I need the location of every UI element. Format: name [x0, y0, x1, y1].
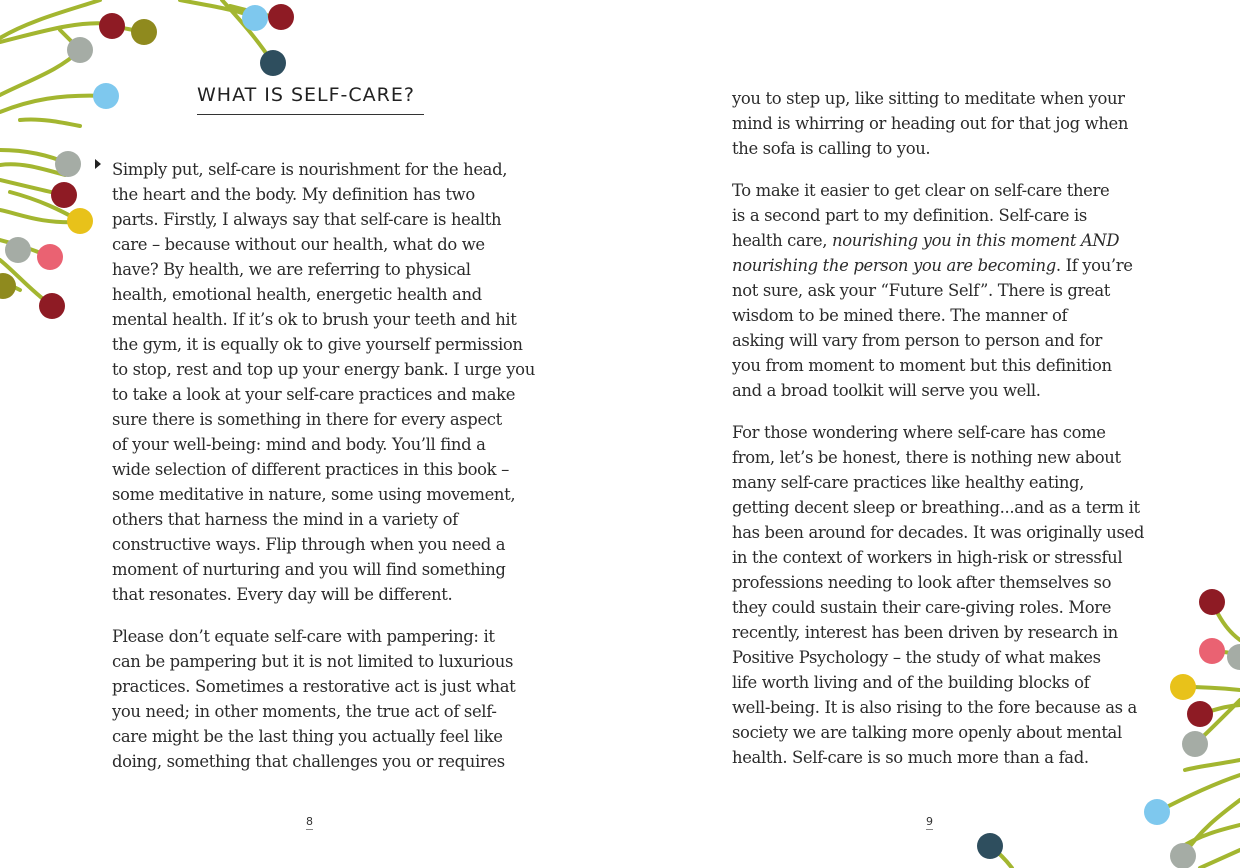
- italic-text: nourishing the person you are becoming: [732, 256, 1056, 275]
- text-line: To make it easier to get clear on self-care there: [732, 181, 1110, 200]
- decorative-dot: [1170, 674, 1196, 700]
- text-line: health. Self-care is so much more than a fad.: [732, 748, 1089, 767]
- decorative-dot: [1227, 644, 1240, 670]
- text-line: mental health. If it’s ok to brush your teeth and hit: [112, 310, 517, 329]
- text-line: practices. Sometimes a restorative act is just what: [112, 677, 516, 696]
- decorative-dot: [260, 50, 286, 76]
- text-span: health care,: [732, 231, 828, 250]
- section-heading: WHAT IS SELF-CARE?: [197, 84, 424, 115]
- text-line: asking will vary from person to person and for: [732, 331, 1102, 350]
- text-line: wide selection of different practices in this book –: [112, 460, 509, 479]
- text-line: from, let’s be honest, there is nothing new about: [732, 448, 1121, 467]
- decorative-dot: [1182, 731, 1208, 757]
- decorative-dot: [67, 37, 93, 63]
- text-line: some meditative in nature, some using movement,: [112, 485, 516, 504]
- text-line: society we are talking more openly about mental: [732, 723, 1122, 742]
- text-line: the sofa is calling to you.: [732, 139, 931, 158]
- text-line: the heart and the body. My definition has two: [112, 185, 475, 204]
- text-line: care might be the last thing you actually feel like: [112, 727, 503, 746]
- decorative-dot: [37, 244, 63, 270]
- decorative-dot: [1199, 638, 1225, 664]
- text-line: has been around for decades. It was originally used: [732, 523, 1145, 542]
- text-line: parts. Firstly, I always say that self-care is health: [112, 210, 502, 229]
- text-line: recently, interest has been driven by research in: [732, 623, 1118, 642]
- text-line: [732, 253, 1172, 278]
- text-line: Positive Psychology – the study of what makes: [732, 648, 1101, 667]
- text-line: sure there is something in there for every aspect: [112, 410, 502, 429]
- right-page-body: [732, 86, 1172, 787]
- text-line: to take a look at your self-care practices and make: [112, 385, 516, 404]
- decorative-dot: [977, 833, 1003, 859]
- right-paragraph-3: [732, 420, 1172, 770]
- text-line: not sure, ask your “Future Self”. There is great: [732, 281, 1111, 300]
- text-line: to stop, rest and top up your energy bank. I urge you: [112, 360, 535, 379]
- decorative-dot: [131, 19, 157, 45]
- text-line: getting decent sleep or breathing...and as a term it: [732, 498, 1140, 517]
- decorative-dot: [1199, 589, 1225, 615]
- text-line: the gym, it is equally ok to give yourself permission: [112, 335, 523, 354]
- text-line: moment of nurturing and you will find something: [112, 560, 506, 579]
- text-line: [732, 228, 1172, 253]
- text-line: you need; in other moments, the true act of self-: [112, 702, 497, 721]
- text-line: others that harness the mind in a variety of: [112, 510, 458, 529]
- decorative-dot: [39, 293, 65, 319]
- text-line: have? By health, we are referring to physical: [112, 260, 471, 279]
- decorative-dot: [93, 83, 119, 109]
- decorative-dot: [1144, 799, 1170, 825]
- decorative-dot: [1187, 701, 1213, 727]
- page-number-left: 8: [306, 815, 313, 828]
- text-line: is a second part to my definition. Self-care is: [732, 206, 1087, 225]
- text-line: care – because without our health, what do we: [112, 235, 485, 254]
- text-line: in the context of workers in high-risk or stressful: [732, 548, 1123, 567]
- text-line: professions needing to look after themselves so: [732, 573, 1112, 592]
- decorative-dot: [51, 182, 77, 208]
- decorative-dot: [99, 13, 125, 39]
- text-line: Please don’t equate self-care with pampering: it: [112, 627, 495, 646]
- left-paragraph-2: [112, 624, 552, 774]
- text-line: can be pampering but it is not limited to luxurious: [112, 652, 514, 671]
- italic-text: nourishing you in this moment AND: [827, 231, 1120, 250]
- text-line: health, emotional health, energetic health and: [112, 285, 482, 304]
- text-span: . If you’re: [1055, 256, 1133, 275]
- left-page-body: [112, 157, 552, 791]
- text-line: Simply put, self-care is nourishment for the head,: [112, 160, 508, 179]
- decorative-dot: [268, 4, 294, 30]
- text-line: life worth living and of the building blocks of: [732, 673, 1090, 692]
- decorative-dot: [0, 273, 16, 299]
- decorative-dot: [55, 151, 81, 177]
- page-number-right: 9: [926, 815, 933, 828]
- text-line: doing, something that challenges you or requires: [112, 752, 505, 771]
- text-line: For those wondering where self-care has come: [732, 423, 1106, 442]
- text-line: of your well-being: mind and body. You’ll find a: [112, 435, 486, 454]
- text-line: you to step up, like sitting to meditate when your: [732, 89, 1125, 108]
- left-paragraph-1: [112, 157, 552, 607]
- text-line: they could sustain their care-giving roles. More: [732, 598, 1112, 617]
- text-line: wisdom to be mined there. The manner of: [732, 306, 1068, 325]
- text-line: that resonates. Every day will be different.: [112, 585, 453, 604]
- text-line: many self-care practices like healthy eating,: [732, 473, 1085, 492]
- text-line: you from moment to moment but this definition: [732, 356, 1112, 375]
- text-line: mind is whirring or heading out for that jog when: [732, 114, 1129, 133]
- decorative-dot: [1170, 843, 1196, 868]
- text-line: and a broad toolkit will serve you well.: [732, 381, 1041, 400]
- decorative-dot: [5, 237, 31, 263]
- decorative-dot: [67, 208, 93, 234]
- paragraph-marker-icon: [95, 159, 101, 169]
- right-paragraph-2: [732, 178, 1172, 403]
- right-paragraph-1: [732, 86, 1172, 161]
- text-line: constructive ways. Flip through when you need a: [112, 535, 506, 554]
- decorative-dot: [242, 5, 268, 31]
- text-line: well-being. It is also rising to the fore because as a: [732, 698, 1137, 717]
